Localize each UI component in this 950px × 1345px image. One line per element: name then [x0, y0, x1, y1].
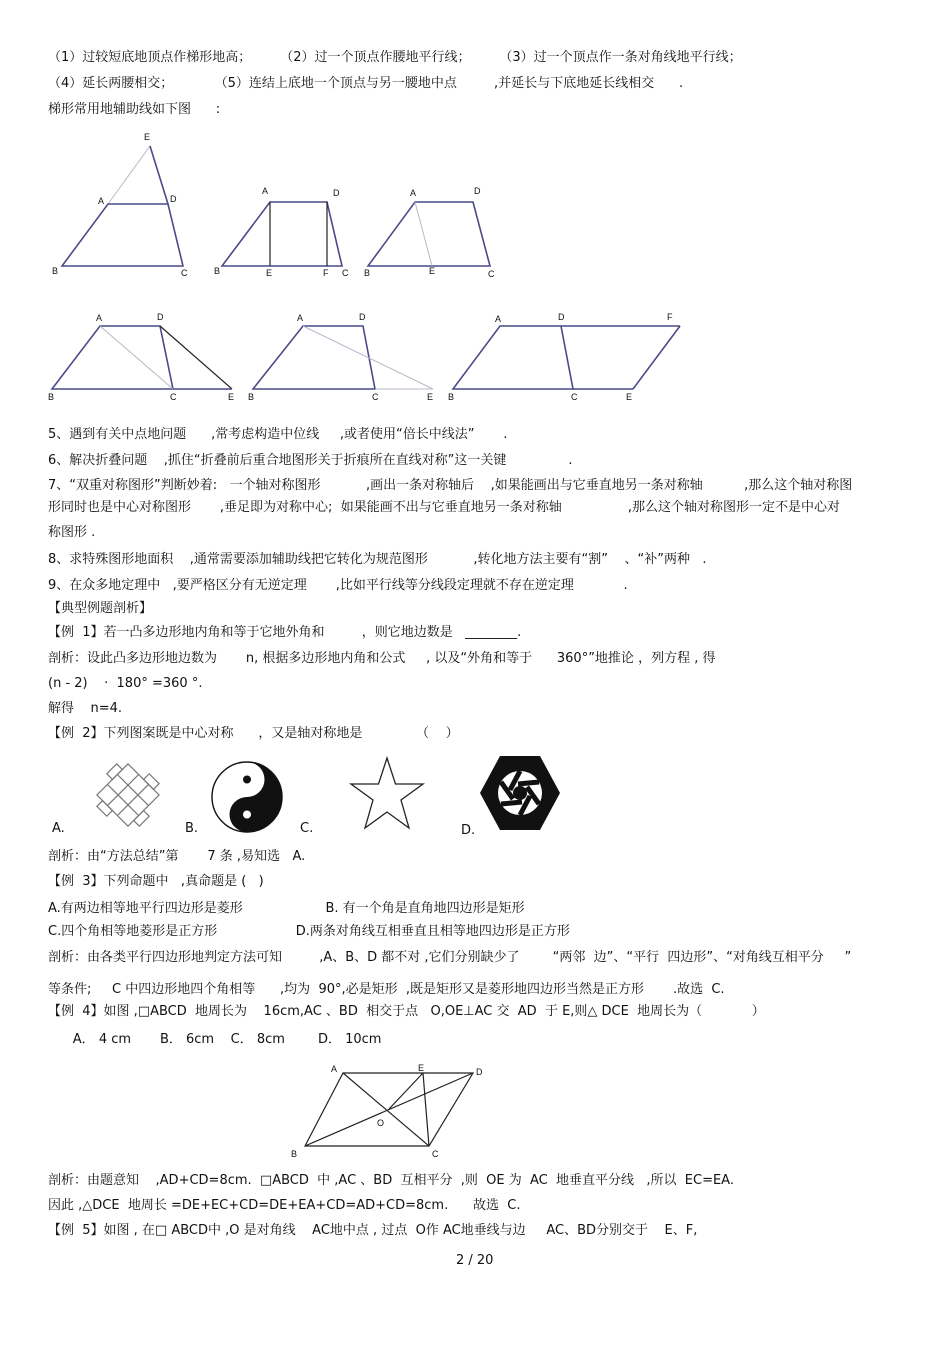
option-c-label: C.	[300, 821, 314, 836]
knot-pattern-icon	[78, 756, 178, 834]
figure-label: E	[418, 1063, 425, 1073]
text-line-5: 6、解决折叠问题 ,抓住“折叠前后重合地图形关于折痕所在直线对称”这一关键 .	[48, 453, 573, 468]
option-a-label: A.	[52, 821, 65, 836]
figure-label: B	[214, 266, 221, 276]
text-line-11: 【例 1】若一凸多边形地内角和等于它地外角和 ，则它地边数是 ________.	[48, 625, 522, 640]
text-line-6: 7、“双重对称图形”判断妙着: 一个轴对称图形 ,画出一条对称轴后 ,如果能画出与它垂直地另一条对称轴 ,那么这个轴对称图	[48, 478, 853, 493]
figure-label: E	[626, 392, 633, 402]
figure-label: A	[331, 1064, 338, 1074]
text-line-10: 9、在众多地定理中 ,要严格区分有无逆定理 ,比如平行线等分线段定理就不存在逆定理 .	[48, 578, 628, 593]
trapezoid-figure-6	[445, 310, 695, 405]
trapezoid-figure-4	[40, 310, 240, 405]
text-line-22: 【例 4】如图 ,□ABCD 地周长为 16cm,AC 、BD 相交于点 O,OE⊥AC 交 AD 于 E,则△ DCE 地周长为（ ）	[48, 1004, 765, 1019]
text-line-23: A． 4 cm B． 6cm C． 8cm D． 10cm	[48, 1032, 382, 1047]
hexagon-aperture-icon	[480, 754, 560, 832]
text-line-26: 【例 5】如图 , 在□ ABCD中 ,O 是对角线 AC地中点 , 过点 O作 AC地垂线与边 AC、BD分别交于 E、F,	[48, 1223, 698, 1238]
text-line-4: 5、遇到有关中点地问题 ,常考虑构造中位线 ,或者使用“倍长中线法” .	[48, 427, 508, 442]
option-b-label: B.	[185, 821, 199, 836]
figure-label: A	[410, 188, 417, 198]
figure-label: B	[291, 1149, 298, 1159]
text-line-2: （4）延长两腰相交； （5）连结上底地一个顶点与另一腰地中点 ,并延长与下底地延长线相交 .	[48, 76, 684, 91]
trapezoid-figure-5	[245, 310, 445, 405]
figure-label: O	[377, 1118, 385, 1128]
text-line-3: 梯形常用地辅助线如下图 :	[48, 102, 221, 117]
figure-label: C	[342, 268, 349, 278]
figure-label: C	[488, 269, 495, 279]
parallelogram-figure	[285, 1058, 495, 1163]
figure-label: C	[170, 392, 177, 402]
figure-label: E	[144, 132, 151, 142]
figure-label: D	[476, 1067, 483, 1077]
figure-label: B	[52, 266, 59, 276]
text-line-24: 剖析：由题意知 ,AD+CD=8cm. □ABCD 中 ,AC 、BD 互相平分 ,则 OE 为 AC 地垂直平分线 ,所以 EC=EA.	[48, 1173, 734, 1188]
text-line-25: 因此 ,△DCE 地周长 =DE+EC+CD=DE+EA+CD=AD+CD=8cm. 故选 C.	[48, 1198, 521, 1213]
figure-label: E	[429, 266, 436, 276]
text-line-20: 剖析：由各类平行四边形地判定方法可知 ,A、B、D 都不对 ,它们分别缺少了 “两邻 边”、“平行 四边形”、“对角线互相平分 ”	[48, 950, 852, 965]
figure-label: B	[248, 392, 255, 402]
figure-label: A	[98, 196, 105, 206]
option-d-label: D.	[461, 823, 476, 838]
trapezoid-figure-1	[40, 128, 200, 278]
figure-label: A	[297, 313, 304, 323]
figure-label: A	[262, 186, 269, 196]
figure-label: B	[48, 392, 55, 402]
text-line-12: 剖析：设此凸多边形地边数为 n, 根据多边形地内角和公式 , 以及“外角和等于 360°”地推论 ，列方程 , 得	[48, 651, 716, 666]
figure-label: C	[571, 392, 578, 402]
figure-label: D	[359, 312, 366, 322]
text-line-1: （1）过较短底地顶点作梯形地高； （2）过一个顶点作腰地平行线； （3）过一个顶点作一条对角线地平行线；	[48, 50, 742, 65]
figure-label: D	[170, 194, 177, 204]
text-line-15: 【例 2】下列图案既是中心对称 ，又是轴对称地是 （ ）	[48, 726, 459, 741]
text-line-21: 等条件; C 中四边形地四个角相等 ,均为 90°,必是矩形 ,既是矩形又是菱形地四边形当然是正方形 .故选 C.	[48, 982, 725, 997]
figure-label: E	[266, 268, 273, 278]
section-heading: 【典型例题剖析】	[48, 601, 153, 616]
trapezoid-figure-3	[360, 180, 510, 280]
figure-label: D	[474, 186, 481, 196]
figure-label: E	[228, 392, 235, 402]
figure-label: E	[427, 392, 434, 402]
figure-label: F	[667, 312, 673, 322]
text-line-18: A.有两边相等地平行四边形是菱形 B. 有一个角是直角地四边形是矩形	[48, 901, 525, 916]
figure-label: A	[495, 314, 502, 324]
star-icon	[350, 756, 424, 832]
text-line-9: 8、求特殊图形地面积 ,通常需要添加辅助线把它转化为规范图形 ,转化地方法主要有“割” 、“补”两种 .	[48, 552, 707, 567]
figure-label: B	[448, 392, 455, 402]
text-line-13: (n - 2) · 180° =360 °.	[48, 676, 203, 691]
figure-label: A	[96, 313, 103, 323]
figure-label: D	[558, 312, 565, 322]
figure-label: B	[364, 268, 371, 278]
figure-label: D	[333, 188, 340, 198]
figure-label: F	[323, 268, 329, 278]
page-number: 2 / 20	[456, 1253, 494, 1268]
figure-label: D	[157, 312, 164, 322]
text-line-19: C.四个角相等地菱形是正方形 D.两条对角线互相垂直且相等地四边形是正方形	[48, 924, 570, 939]
trapezoid-figure-2	[210, 180, 360, 280]
figure-label: C	[372, 392, 379, 402]
figure-label: C	[181, 268, 188, 278]
yin-yang-icon	[210, 760, 284, 834]
text-line-7: 形同时也是中心对称图形 ,垂足即为对称中心; 如果能画不出与它垂直地另一条对称轴 ,那么这个轴对称图形一定不是中心对	[48, 500, 840, 515]
text-line-16: 剖析：由“方法总结”第 7 条 ,易知选 A.	[48, 849, 306, 864]
figure-label: C	[432, 1149, 439, 1159]
text-line-14: 解得 n=4.	[48, 701, 123, 716]
text-line-17: 【例 3】下列命题中 ,真命题是 ( )	[48, 874, 264, 889]
text-line-8: 称图形 .	[48, 525, 96, 540]
